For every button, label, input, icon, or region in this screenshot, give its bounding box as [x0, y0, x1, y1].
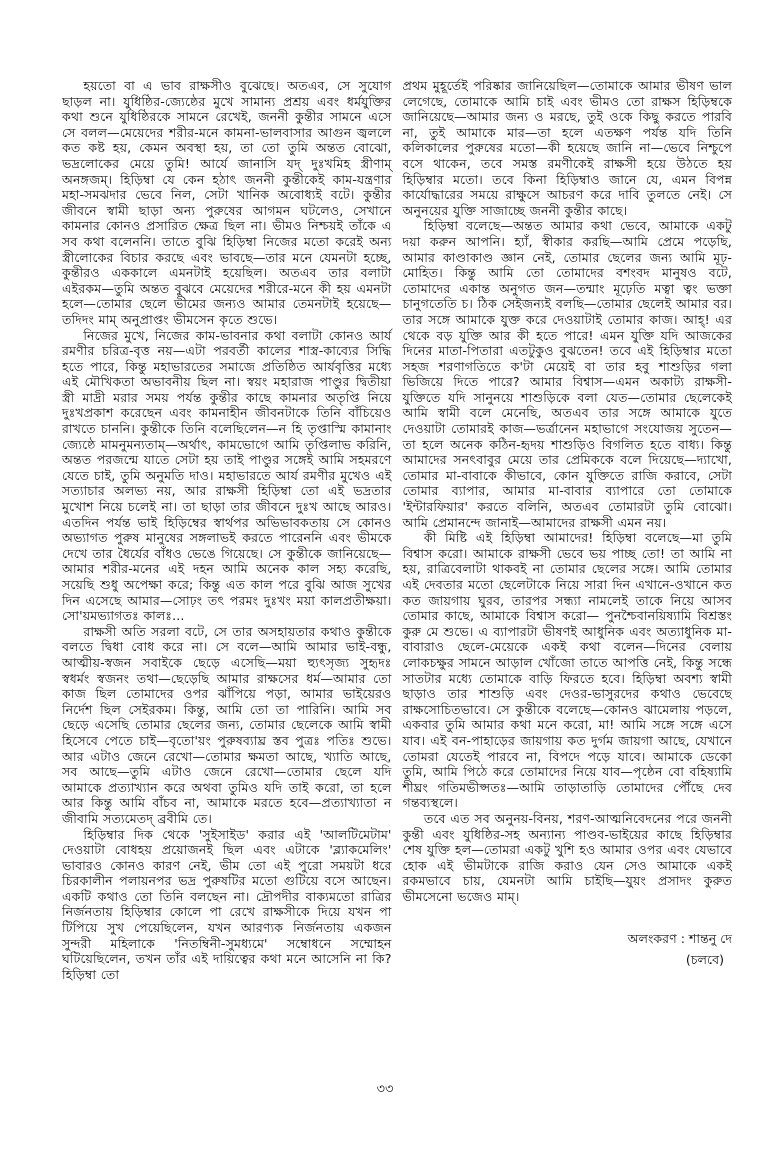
paragraph: হয়তো বা এ ভাব রাক্ষসীও বুঝেছে। অতএব, সে সুযোগ ছাড়ল না। যুধিষ্ঠির-জ্যেষ্ঠের মুখে সামান্য প্রশ্রয় এবং ধর্মযুক্তির কথা শুনে যুধিষ্ঠিরকে সামনে রেখেই, জননী কুন্তীর সামনে এসে সে বলল—মেয়েদের শরীর-মনে কামনা-ভালবাসার আগুন জ্বললে কত কষ্ট হয়, কেমন অবস্থা হয়, তা তো তুমি অন্তত বোঝো, ভদ্রলোকের মেয়ে তুমি! আর্যে জানাসি যদ্ দুঃখমিহ স্ত্রীণাম্ অনঙ্গজম্। হিড়িম্বা যে কেন হঠাৎ জননী কুন্তীকেই কাম-যন্ত্রণার মহা-সমঝদার ভেবে নিল, সেটা খানিক অবোধ্যই বটে। কুন্তীর জীবনে স্বামী ছাড়া অন্য পুরুষের আগমন ঘটলেও, সেখানে কামনার কোনও প্রসারিত ক্ষেত্র ছিল না। ভীমও নিশ্চয়ই তাঁকে এ সব কথা বলেননি। তাতে বুঝি হিড়িম্বা নিজের মতো করেই অন্য স্ত্রীলোকের বিচার করছে এবং ভাবছে—তার মনে যেমনটা হচ্ছে, কুন্তীরও এককালে এমনটাই হয়েছিল। অতএব তার বলাটা এইরকম—তুমি অন্তত বুঝবে মেয়েদের শরীরে-মনে কী হয় এমনটা হলে—তোমার ছেলে ভীমের জন্যও আমার তেমনটাই হয়েছে—তদিদং মাম্ অনুপ্রাপ্তং ভীমসেন কৃতে শুভে। — [62, 78, 392, 327]
paragraph: রাক্ষসী অতি সরলা বটে, সে তার অসহায়তার কথাও কুন্তীকে বলতে দ্বিধা বোধ করে না। সে বলে—আমি আমার ভাই-বন্ধু, আত্মীয়-স্বজন সবাইকে ছেড়ে এসেছি—ময়া হ্যুৎসৃজ্য সুহৃদঃ স্বধর্মং স্বজনং তথা—ছেড়েছি আমার রাক্ষসের ধর্ম—আমার তো কাজ ছিল তোমাদের ওপর ঝাঁপিয়ে পড়া, আমার ভাইয়েরও নির্দেশ ছিল সেইরকম। কিন্তু, আমি তো তা পারিনি। আমি সব ছেড়ে এসেছি তোমার ছেলের জন্য, তোমার ছেলেকে আমি স্বামী হিসেবে পেতে চাই—বৃতো'য়ং পুরুষব্যাঘ্র স্তব পুত্রঃ পতিঃ শুভে। আর এটাও জেনে রেখো—তোমার ক্ষমতা আছে, খ্যাতি আছে, সব আছে—তুমি এটাও জেনে রেখো—তোমার ছেলে যদি আমাকে প্রত্যাখ্যান করে অথবা তুমিও যদি তাই করো, তা হলে আর কিন্তু আমি বাঁচব না, আমাকে মরতে হবে—প্রত্যাখ্যাতা ন জীবামি সত্যমেতদ্ ব্রবীমি তে। — [62, 623, 392, 826]
left-column — [62, 78, 392, 982]
to-be-continued-label: (চলবে) — [685, 952, 724, 968]
paragraph: কী মিষ্টি এই হিড়িম্বা আমাদের! হিড়িম্বা বলেছে—মা তুমি বিশ্বাস করো। আমাকে রাক্ষসী ভেবে ভয় পাচ্ছ তো! তা আমি না হয়, রাত্রিবেলাটা থাকবই না তোমার ছেলের সঙ্গে। আমি তোমার এই দেবতার মতো ছেলেটাকে নিয়ে সারা দিন এখানে-ওখানে কত কত জায়গায় ঘুরব, তারপর সন্ধ্যা নামলেই তাকে নিয়ে আসব তোমার কাছে, আমাকে বিশ্বাস করো— পুনশ্চৈবানয়িষ্যামি বিশ্রস্তং কুরু মে শুভে। এ ব্যাপারটা ভীষণই আধুনিক এবং অত্যাধুনিক মা-বাবারাও ছেলে-মেয়েকে একই কথা বলেন—দিনের বেলায় লোকচক্ষুর সামনে আড়াল খোঁজো তাতে আপত্তি নেই, কিন্তু সন্ধে সাতটার মধ্যে তোমাকে বাড়ি ফিরতে হবে। হিড়িম্বা অবশ্য স্বামী ছাড়াও তার শাশুড়ি এবং দেওর-ভাসুরদের কথাও ভেবেছে রাক্ষসোচিতভাবে। সে কুন্তীকে বলেছে—কোনও ঝামেলায় পড়লে, একবার তুমি আমার কথা মনে করো, মা! আমি সঙ্গে সঙ্গে এসে যাব। এই বন-পাহাড়ের জায়গায় কত দুর্গম জায়গা আছে, যেখানে তোমরা যেতেই পারবে না, বিপদে পড়ে যাবে। আমাকে ডেকো তুমি, আমি পিঠে করে তোমাদের নিয়ে যাব—পৃষ্ঠেন বো বহিষ্যামি শীঘ্রং গতিমভীপ্সতঃ—আমি তাড়াতাড়ি তোমাদের পৌঁছে দেব গন্তব্যস্থলে। — [402, 530, 732, 811]
credit-line: অলংকরণ : শান্তনু দে — [627, 931, 732, 947]
paragraph: তবে এত সব অনুনয়-বিনয়, শরণ-আত্মনিবেদনের পরে জননী কুন্তী এবং যুধিষ্ঠির-সহ অন্যান্য পাণ্ডব-ভাইয়ের কাছে হিড়িম্বার শেষ যুক্তি হল—তোমরা একটু খুশি হও আমার ওপর এবং যেভাবে হোক এই ভীমটাকে রাজি করাও যেন সেও আমাকে একই রকমভাবে চায়, যেমনটা আমি চাইছি—যুয়ং প্রসাদং কুরুত ভীমসেনো ভজেও মাম্। — [402, 810, 732, 904]
right-column — [403, 78, 733, 982]
page-number: ৩৩ — [376, 1082, 394, 1097]
text-columns — [62, 78, 732, 982]
illustration-credit — [403, 928, 733, 970]
paragraph: নিজের মুখে, নিজের কাম-ভাবনার কথা বলাটা কোনও আর্য রমণীর চরিত্র-বৃত্ত নয়—এটা পরবর্তী কালের শাস্ত্র-কাব্যের সিদ্ধি হতে পারে, কিন্তু মহাভারতের সমাজে প্রতিষ্ঠিত আর্যবৃত্তির মধ্যে এই মৌখিকতা অভাবনীয় ছিল না। স্বয়ং মহারাজ পাণ্ডুর দ্বিতীয়া স্ত্রী মাদ্রী মরার সময় পর্যন্ত কুন্তীর কাছে কামনার অতৃপ্তি নিয়ে দুঃখপ্রকাশ করেছেন এবং কামনাহীন জীবনটাকে তিনি বাঁচিয়েও রাখতে চাননি। কুন্তীকে তিনি বলেছিলেন—ন হি তৃপ্তাস্মি কামানাং জ্যেষ্ঠে মামনুমন্যতাম্—অর্থাৎ, কামভোগে আমি তৃপ্তিলাভ করিনি, অন্তত পরজন্মে যাতে সেটা হয় তাই পাণ্ডুর সঙ্গেই আমি সহমরণে যেতে চাই, তুমি অনুমতি দাও। মহাভারতে আর্য রমণীর মুখেও এই সত্যাচার অলভ্য নয়, আর রাক্ষসী হিড়িম্বা তো এই ভদ্রতার মুখোশ নিয়ে চলেই না। তা ছাড়া তার জীবনে দুঃখ আছে আরও। এতদিন পর্যন্ত ভাই হিড়িম্বের স্বার্থপর অভিভাবকতায় সে কোনও অভ্যাগত পুরুষ মানুষের সঙ্গলাভই করতে পারেননি এবং ভীমকে দেখে তার ধৈর্যের বাঁধও ভেঙে গিয়েছে। সে কুন্তীকে জানিয়েছে—আমার শরীর-মনের এই দহন আমি অনেক কাল সহ্য করেছি, সয়েছি শুধু অপেক্ষা করে; কিন্তু এত কাল পরে বুঝি আজ সুখের দিন এসেছে আমার—সোঢ়ং তৎ পরমং দুঃখং ময়া কালপ্রতীক্ষয়া। সো'য়মভ্যাগতঃ কালঃ... — [62, 327, 392, 624]
paragraph: হিড়িম্বার দিক থেকে 'সুইসাইড' করার এই 'আলটিমেটাম' দেওয়াটা বোধহয় প্রয়োজনই ছিল এবং এটাকে 'ব্ল্যাকমেলিং' ভাবারও কোনও কারণ নেই, ভীম তো এই পুরো সময়টা ধরে চিরকালীন পলায়নপর ভদ্র পুরুষটির মতো গুটিয়ে বসে আছেন। একটি কথাও তো তিনি বলছেন না। দ্রৌপদীর বাক্যমতো রাত্রির নির্জনতায় হিড়িম্বার কোলে পা রেখে রাক্ষসীকে দিয়ে যখন পা টিপিয়ে সুখ পেয়েছিলেন, যখন আরণ্যক নির্জনতায় একজন সুন্দরী মহিলাকে 'নিতম্বিনী-সুমধ্যমে' সম্বোধনে সম্মোহন ঘটিয়েছিলেন, তখন তাঁর এই দায়িত্বের কথা মনে আসেনি না কি? হিড়িম্বা তো — [62, 826, 392, 982]
paragraph-continuation: প্রথম মুহূর্তেই পরিষ্কার জানিয়েছিল—তোমাকে আমার ভীষণ ভাল লেগেছে, তোমাকে আমি চাই এবং ভীমও তো রাক্ষস হিড়িম্বকে জানিয়েছে—আমার জন্য ও মরছে, তুই ওকে কিছু করতে পারবি না, তুই আমাকে মার—তা হলে এতক্ষণ পর্যন্ত যদি তিনি কলিকালের পুরুষের মতো—কী হয়েছে জানি না—ভেবে নিশ্চুপে বসে থাকেন, তবে সমস্ত রমণীকেই রাক্ষসী হয়ে উঠতে হয় হিড়িম্বার মতো। তবে কিনা হিড়িম্বাও জানে যে, এমন বিপন্ন কার্যোদ্ধারের সময়ে রাক্ষুসে আচরণ করে দাবি তুলতে নেই। সে অনুনয়ের যুক্তি সাজাচ্ছে জননী কুন্তীর কাছে। — [402, 78, 732, 218]
paragraph: হিড়িম্বা বলেছে—অন্তত আমার কথা ভেবে, আমাকে একটু দয়া করুন আপনি। হ্যাঁ, স্বীকার করছি—আমি প্রেমে পড়েছি, আমার কাণ্ডাকাণ্ড জ্ঞান নেই, তোমার ছেলের জন্য আমি মূঢ়-মোহিত। কিন্তু আমি তো তোমাদের বশংবদ মানুষও বটে, তোমাদের একান্ত অনুগত জন—তন্মাং মূঢ়েতি মত্বা ত্বং ভক্তা চানুগতেতি চ। ঠিক সেইজন্যই বলছি—তোমার ছেলেই আমার বর। তার সঙ্গে আমাকে যুক্ত করে দেওয়াটাই তোমার কাজ। আহ্! এর থেকে বড় যুক্তি আর কী হতে পারে! এমন যুক্তি যদি আজকের দিনের মাতা-পিতারা এতটুকুও বুঝতেন! তবে এই হিড়িম্বার মতো সহজ শরণাগতিতে ক'টা মেয়েই বা তার হবু শাশুড়ির গলা ভিজিয়ে দিতে পারে? আমার বিশ্বাস—এমন অকাট্য রাক্ষসী-যুক্তিতে যদি সানুনয়ে শাশুড়িকে বলা যেত—তোমার ছেলেকেই আমি স্বামী বলে মেনেছি, অতএব তার সঙ্গে আমাকে যুতে দেওয়াটা তোমারই কাজ—ভর্ত্রানেন মহাভাগে সংযোজয় সুতেন—তা হলে অনেক কঠিন-হৃদয় শাশুড়িও বিগলিত হতে বাধ্য। কিন্তু আমাদের সনৎবাবুর মেয়ে তার প্রেমিককে বলে দিয়েছে—দ্যাখো, তোমার মা-বাবাকে কীভাবে, কোন যুক্তিতে রাজি করাবে, সেটা তোমার ব্যাপার, আমার মা-বাবার ব্যাপারে তো তোমাকে 'ইন্টারফিয়ার' করতে বলিনি, অতএব তোমারটা তুমি বোঝো। আমি প্রেমানন্দে জানাই—আমাদের রাক্ষসী এমন নয়। — [402, 218, 732, 530]
